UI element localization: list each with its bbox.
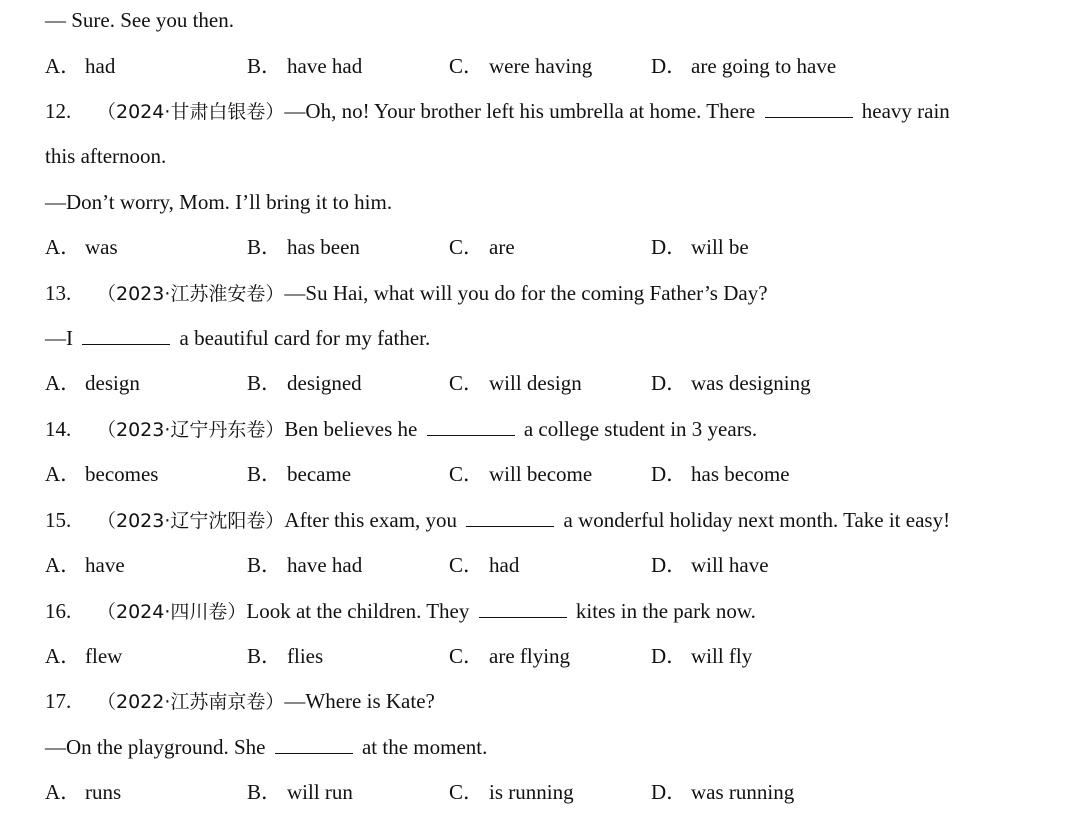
option-b: B． designed (247, 371, 362, 395)
dialogue-line: — Sure. See you then. (45, 8, 234, 32)
question-source: （2023·辽宁沈阳卷） (97, 510, 285, 532)
option-b: B． have had (247, 553, 363, 577)
question-15: 15. （2023·辽宁沈阳卷）After this exam, you a wonderful holiday next month. Take it easy! (45, 508, 951, 532)
answer-blank (82, 324, 170, 345)
question-15-options (45, 550, 1044, 580)
option-a: A． flew (45, 644, 123, 668)
question-13-reply: —I a beautiful card for my father. (45, 326, 431, 350)
option-a: A． had (45, 54, 116, 78)
question-17-options (45, 777, 1044, 807)
option-c: C． will design (449, 371, 582, 395)
question-12-reply: —Don’t worry, Mom. I’ll bring it to him. (45, 190, 393, 214)
question-source: （2023·辽宁丹东卷） (97, 419, 285, 441)
question-12-continuation: this afternoon. (45, 144, 167, 168)
option-a: A． was (45, 235, 118, 259)
option-d: D． was running (651, 780, 795, 804)
option-c: C． will become (449, 462, 593, 486)
option-b: B． will run (247, 780, 353, 804)
option-b: B． have had (247, 54, 363, 78)
option-a: A． runs (45, 780, 122, 804)
option-a: A． design (45, 371, 140, 395)
option-b: B． became (247, 462, 352, 486)
question-16: 16. （2024·四川卷）Look at the children. They kites in the park now. (45, 599, 756, 623)
option-d: D． will be (651, 235, 749, 259)
question-13: 13. （2023·江苏淮安卷）—Su Hai, what will you do for the coming Father’s Day? (45, 281, 768, 305)
question-14: 14. （2023·辽宁丹东卷）Ben believes he a college student in 3 years. (45, 417, 758, 441)
question-source: （2024·四川卷） (97, 601, 247, 623)
question-17-reply: —On the playground. She at the moment. (45, 735, 488, 759)
option-c: C． are (449, 235, 515, 259)
answer-blank (466, 506, 554, 527)
question-12-options (45, 232, 1044, 262)
option-c: C． is running (449, 780, 574, 804)
question-12: 12. （2024·甘肃白银卷）—Oh, no! Your brother left his umbrella at home. There heavy rain (45, 99, 950, 123)
question-14-options (45, 459, 1044, 489)
question-source: （2022·江苏南京卷） (97, 691, 285, 713)
option-c: C． had (449, 553, 520, 577)
question-17: 17. （2022·江苏南京卷）—Where is Kate? (45, 689, 435, 713)
answer-blank (275, 733, 353, 754)
option-d: D． was designing (651, 371, 811, 395)
question-13-options (45, 368, 1044, 398)
option-d: D． are going to have (651, 54, 837, 78)
answer-blank (479, 597, 567, 618)
question-16-options (45, 641, 1044, 671)
option-d: D． will fly (651, 644, 753, 668)
option-c: C． were having (449, 54, 593, 78)
answer-blank (427, 415, 515, 436)
option-d: D． has become (651, 462, 790, 486)
answer-blank (765, 97, 853, 118)
option-b: B． has been (247, 235, 360, 259)
option-d: D． will have (651, 553, 769, 577)
option-a: A． have (45, 553, 125, 577)
question-source: （2023·江苏淮安卷） (97, 283, 285, 305)
option-c: C． are flying (449, 644, 571, 668)
q11-options (45, 51, 1044, 81)
option-a: A． becomes (45, 462, 159, 486)
option-b: B． flies (247, 644, 324, 668)
question-source: （2024·甘肃白银卷） (97, 101, 285, 123)
